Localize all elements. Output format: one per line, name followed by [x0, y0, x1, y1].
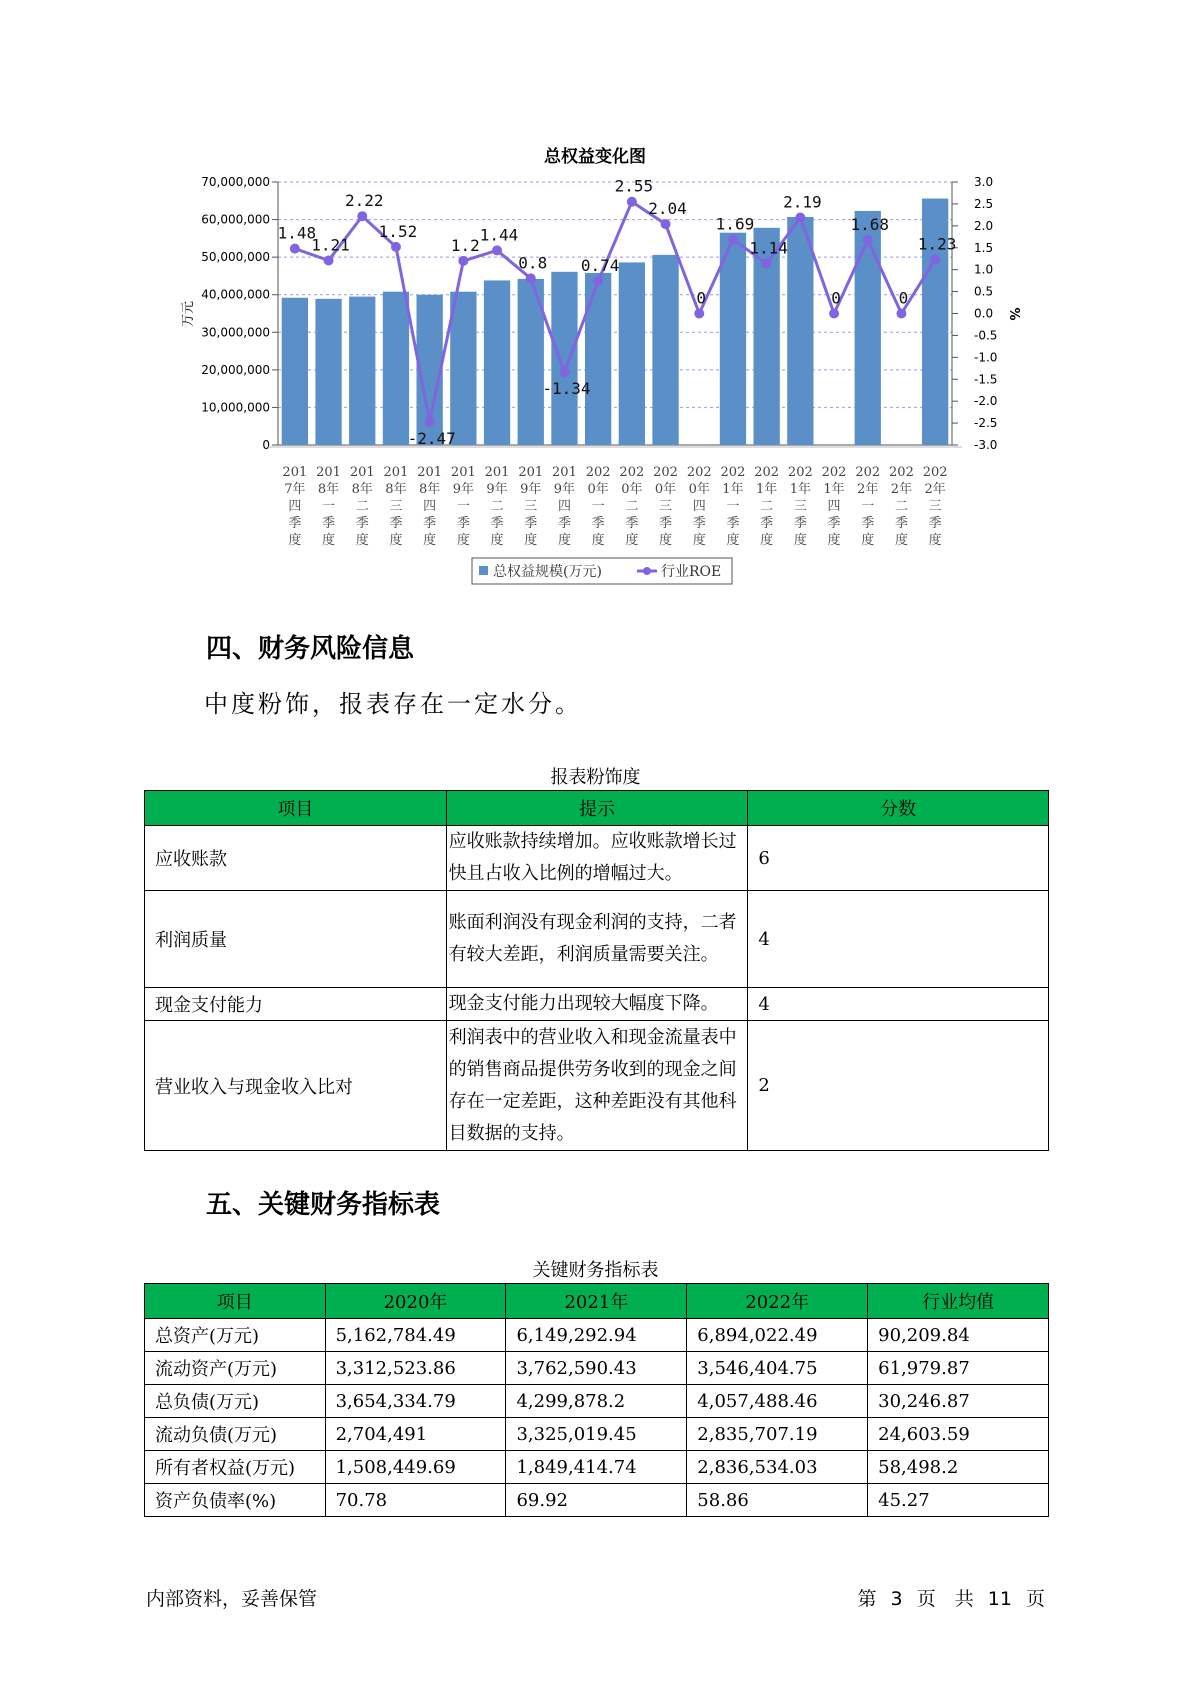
x-tick-label: 9年 — [452, 482, 474, 497]
roe-point — [762, 259, 772, 269]
metric-name: 流动资产(万元) — [145, 1352, 326, 1385]
table-row — [145, 1385, 1049, 1418]
x-tick-label: 7年 — [284, 482, 306, 497]
metric-industry: 45.27 — [868, 1484, 1049, 1517]
roe-data-label: 0 — [696, 288, 707, 308]
roe-data-label: 0.8 — [518, 253, 548, 273]
metric-2022: 4,057,488.46 — [687, 1385, 868, 1418]
metric-industry: 24,603.59 — [868, 1418, 1049, 1451]
x-tick-label: 季 — [793, 516, 807, 531]
legend-line-marker — [643, 567, 651, 575]
x-tick-label: 季 — [456, 516, 470, 531]
roe-data-label: 2.19 — [783, 192, 822, 212]
roe-point — [458, 256, 468, 266]
x-tick-label: 二 — [894, 499, 908, 514]
bar — [855, 211, 881, 445]
x-tick-label: 0年 — [654, 482, 677, 497]
x-tick-label: 202 — [720, 465, 746, 480]
metric-name: 总负债(万元) — [145, 1385, 326, 1418]
x-tick-label: 202 — [754, 465, 780, 480]
section4-paragraph: 中度粉饰，报表存在一定水分。 — [204, 690, 582, 718]
x-tick-label: 一 — [456, 499, 470, 514]
table-row — [145, 988, 1049, 1021]
x-tick-label: 四 — [827, 499, 841, 514]
bar — [383, 292, 409, 445]
footer-confidential: 内部资料，妥善保管 — [146, 1588, 318, 1610]
x-tick-label: 202 — [686, 465, 712, 480]
risk-item: 应收账款 — [145, 826, 447, 891]
x-tick-label: 0年 — [621, 482, 643, 497]
metric-2020: 5,162,784.49 — [325, 1319, 506, 1352]
table-row — [145, 891, 1049, 988]
bar — [484, 280, 510, 445]
y-axis-label: 万元 — [181, 300, 196, 328]
metric-2020: 3,654,334.79 — [325, 1385, 506, 1418]
bar — [720, 233, 746, 445]
risk-tip: 应收账款持续增加。应收账款增长过快且占收入比例的增幅过大。 — [446, 826, 748, 891]
x-tick-label: 2年 — [857, 482, 879, 497]
x-tick-label: 度 — [760, 533, 774, 548]
table-row — [145, 1451, 1049, 1484]
x-tick-label: 1年 — [722, 482, 744, 497]
x-tick-label: 8年 — [317, 482, 340, 497]
x-tick-label: 二 — [490, 499, 504, 514]
key-table-caption: 关键财务指标表 — [532, 1260, 659, 1281]
legend-bar-swatch — [479, 566, 488, 575]
roe-point — [324, 255, 334, 265]
x-tick-label: 201 — [417, 465, 443, 480]
x-tick-label: 201 — [282, 465, 308, 480]
equity-chart — [0, 0, 1191, 600]
metric-2022: 3,546,404.75 — [687, 1352, 868, 1385]
chart-title: 总权益变化图 — [544, 147, 646, 167]
x-tick-label: 季 — [659, 516, 673, 531]
total-pages: 11 — [987, 1588, 1012, 1610]
x-tick-label: 9年 — [520, 482, 542, 497]
x-tick-label: 度 — [557, 533, 571, 548]
x-tick-label: 季 — [726, 516, 740, 531]
bar — [551, 272, 577, 445]
header-item: 项目 — [145, 791, 447, 826]
y2-tick-label: 2.0 — [974, 218, 994, 233]
x-tick-label: 202 — [787, 465, 813, 480]
roe-data-label: 0 — [898, 288, 909, 308]
metric-industry: 30,246.87 — [868, 1385, 1049, 1418]
roe-point — [661, 219, 671, 229]
x-tick-label: 三 — [793, 499, 807, 514]
metric-2022: 6,894,022.49 — [687, 1319, 868, 1352]
x-tick-label: 202 — [619, 465, 645, 480]
bar — [585, 273, 611, 445]
risk-score: 2 — [748, 1021, 1049, 1151]
bar — [652, 255, 678, 445]
x-tick-label: 9年 — [486, 482, 508, 497]
x-tick-label: 度 — [490, 533, 504, 548]
metric-2020: 3,312,523.86 — [325, 1352, 506, 1385]
y2-tick-label: -2.0 — [974, 394, 998, 409]
metric-2020: 1,508,449.69 — [325, 1451, 506, 1484]
x-tick-label: 季 — [625, 516, 639, 531]
roe-data-label: -1.34 — [542, 379, 591, 399]
metric-2020: 2,704,491 — [325, 1418, 506, 1451]
roe-point — [559, 367, 569, 377]
x-tick-label: 202 — [653, 465, 678, 480]
x-tick-label: 1年 — [823, 482, 845, 497]
y2-tick-label: -1.0 — [974, 350, 998, 365]
x-tick-label: 度 — [288, 533, 302, 548]
header-2022: 2022年 — [687, 1284, 868, 1319]
risk-tip: 账面利润没有现金利润的支持，二者有较大差距，利润质量需要关注。 — [446, 891, 748, 988]
x-tick-label: 季 — [861, 516, 875, 531]
roe-data-label: 1.69 — [715, 214, 755, 234]
table-header-row — [145, 791, 1049, 826]
metric-name: 总资产(万元) — [145, 1319, 326, 1352]
x-tick-label: 度 — [389, 533, 403, 548]
x-tick-label: 季 — [557, 516, 571, 531]
section4-heading: 四、财务风险信息 — [206, 634, 415, 664]
x-tick-label: 201 — [349, 465, 375, 480]
x-tick-label: 8年 — [351, 482, 373, 497]
risk-item: 利润质量 — [145, 891, 447, 988]
x-tick-label: 季 — [827, 516, 841, 531]
x-tick-label: 季 — [355, 516, 369, 531]
x-tick-label: 季 — [524, 516, 538, 531]
metric-industry: 90,209.84 — [868, 1319, 1049, 1352]
page-prefix: 第 — [857, 1588, 877, 1610]
metric-2022: 2,836,534.03 — [687, 1451, 868, 1484]
x-tick-label: 一 — [322, 499, 336, 514]
roe-data-label: 2.55 — [614, 176, 654, 196]
y-tick-label: 40,000,000 — [201, 287, 270, 302]
x-tick-label: 三 — [928, 499, 942, 514]
roe-data-label: 1.23 — [917, 234, 957, 254]
x-tick-label: 度 — [423, 533, 437, 548]
legend-line-label: 行业ROE — [661, 564, 722, 580]
y2-tick-label: 0.0 — [974, 306, 994, 321]
roe-point — [728, 234, 738, 244]
header-industry-avg: 行业均值 — [868, 1284, 1049, 1319]
risk-score: 6 — [748, 826, 1049, 891]
header-tip: 提示 — [446, 791, 748, 826]
x-tick-label: 202 — [855, 465, 881, 480]
x-tick-label: 9年 — [553, 482, 576, 497]
roe-point — [694, 309, 704, 319]
roe-point — [526, 273, 536, 283]
y2-tick-label: -2.5 — [974, 416, 998, 431]
x-tick-label: 四 — [423, 499, 437, 514]
y2-tick-label: 3.0 — [974, 175, 994, 189]
roe-data-label: 1.44 — [479, 225, 519, 245]
x-tick-label: 一 — [861, 499, 875, 514]
x-tick-label: 1年 — [789, 482, 811, 497]
y2-tick-label: 0.5 — [974, 284, 994, 299]
roe-data-label: 1.52 — [378, 221, 418, 241]
metric-2021: 4,299,878.2 — [506, 1385, 687, 1418]
roe-point — [425, 417, 435, 427]
roe-data-label: 0 — [831, 288, 841, 308]
bar — [787, 217, 813, 445]
table-row — [145, 1418, 1049, 1451]
table-row — [145, 1352, 1049, 1385]
x-tick-label: 四 — [692, 499, 706, 514]
header-2021: 2021年 — [506, 1284, 687, 1319]
roe-point — [829, 309, 839, 319]
x-tick-label: 四 — [557, 499, 571, 514]
section5-heading: 五、关键财务指标表 — [206, 1190, 441, 1220]
x-tick-label: 201 — [316, 465, 341, 480]
metric-industry: 58,498.2 — [868, 1451, 1049, 1484]
header-item: 项目 — [145, 1284, 326, 1319]
current-page: 3 — [890, 1588, 903, 1610]
roe-point — [290, 244, 300, 254]
roe-point — [795, 213, 805, 223]
x-tick-label: 度 — [894, 533, 908, 548]
x-tick-label: 季 — [591, 516, 605, 531]
x-tick-label: 201 — [450, 465, 476, 480]
metric-2021: 3,325,019.45 — [506, 1418, 687, 1451]
x-tick-label: 四 — [288, 499, 302, 514]
y2-tick-label: -0.5 — [974, 328, 998, 343]
table-header-row — [145, 1284, 1049, 1319]
y2-tick-label: -3.0 — [974, 438, 998, 452]
x-tick-label: 季 — [894, 516, 908, 531]
x-tick-label: 一 — [726, 499, 740, 514]
header-score: 分数 — [748, 791, 1049, 826]
roe-point — [627, 197, 637, 207]
key-financial-table — [144, 1283, 1049, 1517]
x-tick-label: 8年 — [419, 482, 441, 497]
metric-2021: 6,149,292.94 — [506, 1319, 687, 1352]
x-tick-label: 三 — [524, 499, 538, 514]
roe-data-label: 2.22 — [344, 191, 384, 211]
y2-tick-label: 1.0 — [974, 262, 994, 277]
header-2020: 2020年 — [325, 1284, 506, 1319]
x-tick-label: 度 — [625, 533, 639, 548]
risk-score: 4 — [748, 988, 1049, 1021]
x-tick-label: 季 — [423, 516, 437, 531]
risk-tip: 利润表中的营业收入和现金流量表中的销售商品提供劳务收到的现金之间存在一定差距，这种差距没有其他科目数据的支持。 — [446, 1021, 748, 1151]
roe-point — [930, 255, 940, 265]
x-tick-label: 202 — [889, 465, 914, 480]
legend-bar-label: 总权益规模(万元) — [493, 564, 602, 580]
x-tick-label: 度 — [793, 533, 807, 548]
roe-point — [896, 309, 906, 319]
risk-item: 营业收入与现金收入比对 — [145, 1021, 447, 1151]
x-tick-label: 2年 — [890, 482, 913, 497]
x-tick-label: 度 — [928, 533, 942, 548]
roe-data-label: 1.21 — [311, 235, 350, 255]
bar — [315, 299, 341, 445]
x-tick-label: 度 — [692, 533, 706, 548]
x-tick-label: 度 — [322, 533, 336, 548]
x-tick-label: 0年 — [688, 482, 710, 497]
bar — [450, 292, 476, 445]
metric-2021: 69.92 — [506, 1484, 687, 1517]
equity-chart-svg — [0, 0, 1191, 600]
y2-tick-label: 1.5 — [974, 240, 994, 255]
x-tick-label: 度 — [591, 533, 605, 548]
table-row — [145, 1484, 1049, 1517]
x-tick-label: 季 — [928, 516, 942, 531]
x-tick-label: 度 — [861, 533, 875, 548]
x-tick-label: 二 — [760, 499, 774, 514]
roe-point — [357, 211, 367, 221]
metric-industry: 61,979.87 — [868, 1352, 1049, 1385]
y-tick-label: 50,000,000 — [201, 250, 270, 265]
y-tick-label: 20,000,000 — [201, 362, 270, 377]
page-number — [857, 1584, 1045, 1611]
roe-data-label: 1.48 — [277, 223, 317, 243]
roe-point — [593, 276, 603, 286]
x-tick-label: 三 — [659, 499, 673, 514]
x-tick-label: 1年 — [756, 482, 778, 497]
x-tick-label: 202 — [821, 465, 847, 480]
x-tick-label: 度 — [659, 533, 673, 548]
risk-tip: 现金支付能力出现较大幅度下降。 — [446, 988, 748, 1021]
metric-2020: 70.78 — [325, 1484, 506, 1517]
x-tick-label: 202 — [922, 465, 948, 480]
risk-item: 现金支付能力 — [145, 988, 447, 1021]
x-tick-label: 二 — [355, 499, 369, 514]
x-tick-label: 一 — [591, 499, 605, 514]
y-tick-label: 70,000,000 — [201, 175, 270, 189]
y2-tick-label: 2.5 — [974, 196, 994, 211]
y-tick-label: 60,000,000 — [201, 212, 270, 227]
x-tick-label: 季 — [322, 516, 336, 531]
metric-name: 流动负债(万元) — [145, 1418, 326, 1451]
table-row — [145, 1021, 1049, 1151]
bar — [282, 298, 308, 445]
bar — [619, 262, 645, 445]
x-tick-label: 三 — [389, 499, 403, 514]
metric-name: 资产负债率(%) — [145, 1484, 326, 1517]
y-tick-label: 30,000,000 — [201, 325, 270, 340]
risk-table — [144, 790, 1049, 1151]
risk-score: 4 — [748, 891, 1049, 988]
metric-name: 所有者权益(万元) — [145, 1451, 326, 1484]
roe-data-label: 1.2 — [450, 235, 480, 255]
x-tick-label: 度 — [355, 533, 369, 548]
x-tick-label: 8年 — [385, 482, 407, 497]
x-tick-label: 0年 — [587, 482, 609, 497]
x-tick-label: 季 — [389, 516, 403, 531]
x-tick-label: 季 — [288, 516, 302, 531]
roe-data-label: 2.04 — [648, 199, 687, 219]
roe-point — [492, 245, 502, 255]
bar — [349, 297, 375, 445]
roe-point — [863, 235, 873, 245]
page-mid: 页 共 — [916, 1588, 974, 1610]
risk-table-caption: 报表粉饰度 — [550, 767, 641, 788]
x-tick-label: 季 — [692, 516, 706, 531]
roe-point — [391, 242, 401, 252]
x-tick-label: 季 — [760, 516, 774, 531]
metric-2021: 3,762,590.43 — [506, 1352, 687, 1385]
roe-data-label: 1.14 — [749, 238, 788, 258]
x-tick-label: 202 — [585, 465, 611, 480]
x-tick-label: 201 — [518, 465, 544, 480]
x-tick-label: 201 — [383, 465, 409, 480]
y2-tick-label: -1.5 — [974, 372, 998, 387]
table-row — [145, 1319, 1049, 1352]
metric-2022: 58.86 — [687, 1484, 868, 1517]
y-tick-label: 10,000,000 — [201, 400, 270, 415]
x-tick-label: 201 — [552, 465, 577, 480]
roe-data-label: 0.74 — [580, 256, 620, 276]
y2-axis-label: % — [1006, 307, 1021, 321]
x-tick-label: 201 — [484, 465, 510, 480]
metric-2021: 1,849,414.74 — [506, 1451, 687, 1484]
x-tick-label: 二 — [625, 499, 639, 514]
x-tick-label: 度 — [827, 533, 841, 548]
x-tick-label: 季 — [490, 516, 504, 531]
metric-2022: 2,835,707.19 — [687, 1418, 868, 1451]
x-tick-label: 度 — [524, 533, 538, 548]
x-tick-label: 度 — [726, 533, 740, 548]
y-tick-label: 0 — [262, 438, 270, 452]
roe-data-label: -2.47 — [407, 428, 456, 448]
roe-data-label: 1.68 — [850, 214, 890, 234]
page-suffix: 页 — [1025, 1588, 1045, 1610]
x-tick-label: 度 — [456, 533, 470, 548]
table-row — [145, 826, 1049, 891]
x-tick-label: 2年 — [924, 482, 946, 497]
